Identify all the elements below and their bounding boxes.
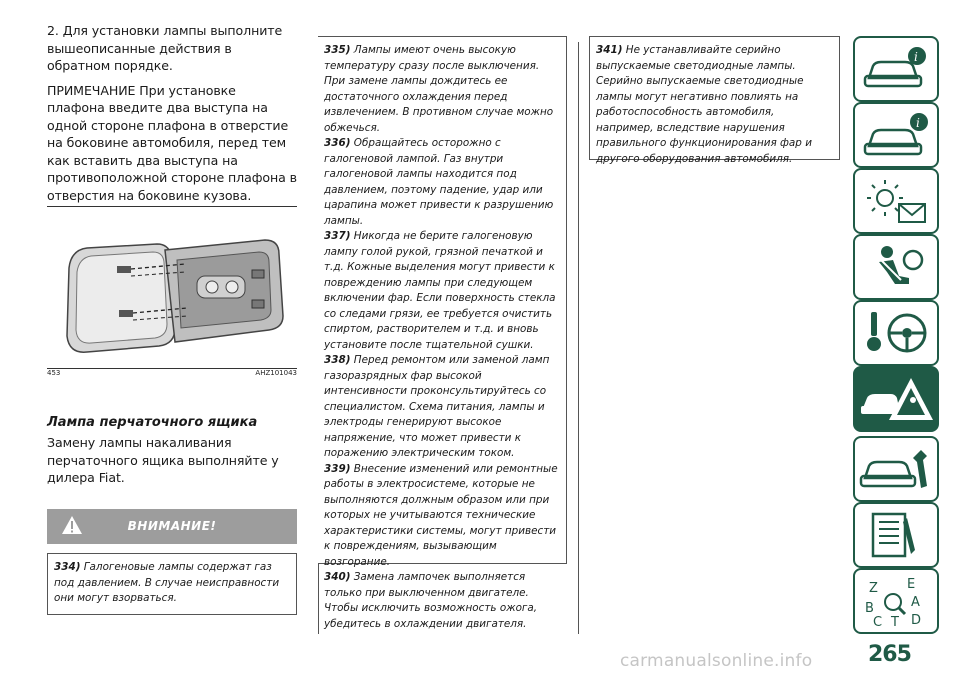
- tab-specifications[interactable]: [853, 502, 939, 568]
- note-number: 334): [54, 561, 81, 573]
- note-text: Никогда не берите галогеновую лампу голой рукой, грязной печаткой и т.д. Кожные выделения могут привести к повреждению лампы при следующем включении фар. Если поверхность стекла со следами грязи, ее требуется очистить спиртом, растворителем и т.д. и вновь установите после тщательной сушки.: [324, 230, 556, 351]
- note-box-341: [589, 36, 840, 165]
- index-letter: Z: [869, 581, 878, 596]
- tab-maintenance[interactable]: [853, 436, 939, 502]
- tab-emergency[interactable]: [853, 366, 939, 432]
- note-number: 335): [324, 44, 351, 56]
- dome-lamp-illustration: [47, 210, 297, 368]
- tab-dashboard-lights[interactable]: [853, 168, 939, 234]
- tab-starting-driving[interactable]: [853, 300, 939, 366]
- index-letter: E: [907, 577, 916, 592]
- install-step-paragraph: 2. Для установки лампы выполните вышеописанные действия в обратном порядке.: [47, 23, 283, 73]
- note-340: [324, 570, 560, 632]
- index-letter: T: [891, 615, 899, 630]
- car-info-icon: [855, 38, 937, 100]
- figure-top-rule: [47, 206, 297, 207]
- index-letter: A: [911, 595, 920, 610]
- note-336: [324, 136, 560, 229]
- tab-car-details[interactable]: [853, 102, 939, 168]
- tab-safety[interactable]: [853, 234, 939, 300]
- note-text: Галогеновые лампы содержат газ под давлением. В случае неисправности они могут взорваться.: [54, 561, 280, 604]
- note-text: Замена лампочек выполняется только при выключенном двигателе. Чтобы исключить возможность ожога, убедитесь в охлаждении двигателя.: [324, 571, 538, 630]
- watermark: carmanualsonline.info: [620, 651, 813, 671]
- note-337: [324, 229, 560, 353]
- tab-car-info[interactable]: [853, 36, 939, 102]
- figure-code: AHZ101043: [255, 369, 297, 377]
- specifications-list-icon: [855, 504, 937, 566]
- index-letter: B: [865, 601, 874, 616]
- index-letter: D: [911, 613, 922, 628]
- note-text: Внесение изменений или ремонтные работы в электросистеме, которые не выполняются должным образом или при которых не учитываются технические характеристики системы, могут привести к повреждениям, вызывающим возгорание.: [324, 462, 558, 568]
- section-heading: Лампа перчаточного ящика: [47, 415, 258, 430]
- svg-text:i: i: [916, 116, 920, 130]
- left-column: [47, 22, 297, 211]
- note-text: Не устанавливайте серийно выпускаемые светодиодные лампы. Серийно выпускаемые светодиодные лампы могут негативно повлиять на работоспособность автомобиля, например, вследствие нарушения правильного функционирования фар и другого оборудования автомобиля.: [596, 44, 812, 165]
- page-number: 265: [868, 642, 911, 667]
- notes-box-335-340: [318, 36, 567, 630]
- emergency-triangle-icon: [855, 368, 937, 430]
- note-number: 339): [324, 462, 351, 475]
- note-number: 337): [324, 230, 351, 242]
- note-number: 341): [596, 44, 623, 56]
- car-details-icon: [855, 104, 937, 166]
- warning-title: ВНИМАНИЕ!: [127, 519, 217, 533]
- figure-lamp-installation: [47, 210, 297, 368]
- index-letter: C: [873, 615, 883, 630]
- svg-text:i: i: [914, 50, 918, 64]
- section-body: [47, 434, 297, 494]
- note-text: Обращайтесь осторожно с галогеновой лампой. Газ внутри галогеновой лампы находится под давлением, поэтому падение, удар или царапина может привести к разрушению лампы.: [324, 137, 554, 227]
- note-338: [324, 353, 560, 462]
- tab-index[interactable]: [853, 568, 939, 634]
- note-text: Перед ремонтом или заменой ламп газоразрядных фар высокой интенсивности проконсультируйтесь со специалистом. Схема питания, лампы и электроды генерируют высокое напряжение, что может привести к поражению электрическим током.: [324, 354, 550, 459]
- note-text: Лампы имеют очень высокую температуру сразу после выключения. При замене лампы дождитесь ее достаточного охлаждения перед извлечением. В противном случае можно обжечься.: [324, 44, 554, 134]
- figure-number: 453: [47, 369, 61, 377]
- note-number: 336): [324, 137, 351, 149]
- seatbelt-airbag-icon: [855, 236, 937, 298]
- note-335: [324, 43, 560, 136]
- warning-banner: [47, 509, 297, 544]
- keys-steering-icon: [855, 302, 937, 364]
- note-334: [54, 560, 290, 607]
- car-maintenance-icon: [855, 438, 937, 500]
- note-number: 338): [324, 354, 351, 366]
- column-divider-right: [578, 42, 579, 634]
- dashboard-lights-icon: [855, 170, 937, 232]
- chapter-tabs-sidebar: [853, 0, 960, 678]
- note-number: 340): [324, 571, 351, 583]
- alphabetical-index-icon: [855, 570, 937, 632]
- note-box-334: [47, 553, 297, 615]
- note-341: [596, 43, 833, 167]
- note-paragraph: ПРИМЕЧАНИЕ При установке плафона введите два выступа на одной стороне плафона в отверстие на боковине автомобиля, перед тем как вставить два выступа на противоположной стороне плафона в отверстия на боковине кузова.: [47, 82, 297, 203]
- note-339: [324, 462, 560, 571]
- glovebox-lamp-paragraph: Замену лампы накаливания перчаточного ящика выполняйте у дилера Fiat.: [47, 435, 279, 485]
